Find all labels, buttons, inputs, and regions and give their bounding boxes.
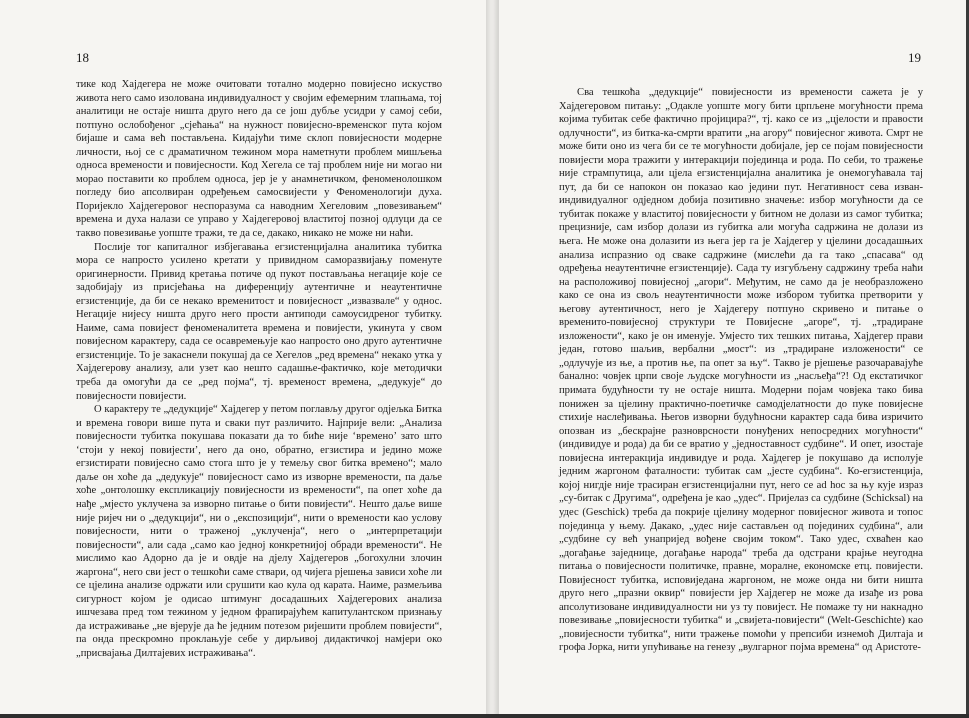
paragraph: тике код Хајдегера не може очитовати тотално модерно повијесно искуство живота него само изолована индивидуалност у својим ефемерним тлапњама, тој аналитици не остаје ништа друго него да се још дубље усидри у самој себи, потпуно ослобођеног „сјећања“ на нужност повијесно-временског пута којом бијаше и сама већ постављена. Кидајући тиме склоп повијесности модерне личности, њој се с драматичном тежином мора наметнути проблем мишљења односа времености и повијесности. Код Хегела се тај проблем није ни могао ни морао поставити ко проблем односа, јер је у анамнетичком, феноменолошком погледу био апсолвиран одређењем самосвијести у Феноменологији духа. Поријекло Хајдегеровог неспоразума са наводним Хегеловим „повезивањем“ времена и духа налази се управо у Хајдегеровој властитој позној одлуци да се такво повезивање уопште тражи, те да се, дакако, никако не може ни наћи.	[76, 79, 442, 240]
right-page-number: 19	[908, 50, 921, 65]
right-page-text	[559, 86, 923, 655]
book-gutter	[486, 0, 498, 718]
paragraph: О карактеру те „дедукције“ Хајдегер у петом поглављу другог одјељка Битка и времена говори више пута и сваки пут различито. Најприје вели: „Анализа повијесности тубитка покушава показати да то биће није ‘времено’ зато што ‘стоји у некој повијести’, него да оно, обратно, егзистира и једино може егзистирати повијесно само стога што је у темељу свог битка времено“; мало даље он хоће да „дедукује“ повијесност само из изворне времености, па даље хоће „онтолошку експликацију повијесности из времености“, па опет хоће да нађе „мјесто уклучена за изворно питање о бити повијести“. Нешто даље више није ријеч ни о „дедукцији“, ни о „експозицији“, нити о времености као услову повијесности, нити о траженој „уклученја“, него о „интерпретацији повијесности“, али сада „само као једној конкретнијој обради времености“. Не мислимо као Адорно да је и овдје на дјелу Хајдегеров „богохулни злочин жаргона“, него сви јест о тешкоћи саме ствари, од чијега рјешења зависи хоће ли се цјелина анализе одржати или срушити као кула од карата. Наиме, размељива сигурност којом је одисао штимунг досадашњих Хајдегерових анализа ишчезава пред том тежином у једном фрапирајућем капитулантском признању да истраживање „не вјерује да ће једним потезом ријешити проблем повијести“, па онда прескромно проклањује себе у дирљивој дидактичкој намјери око „присвајања Дилтајевих истраживања“.	[76, 404, 442, 659]
paragraph: Послије тог капиталног избјегавања егзистенцијална аналитика тубитка мора се напросто усилено кретати у привидном саморазвијању поменуте оригинерности. Привид кретања потиче од пукот постављања негације које се задобијају из присјећања на диференцију аутентичне и неаутентичне егзистенције, да би се некако временитост и повијесност „извазвале“ у однос. Негације нијесу ништа друго него прости антиподи самоусидреног тубитку. Наиме, сама повијест феноменалитета времена и повијести, укинута у свом повијесном карактеру, сада се осавремењује као напросто оно друго аутентичне егзистенције. То је закаснели покушај да се Хегелов „ред времена“ некако утка у Хајдегерову анализу, али узет као нешто садашње-фактичко, које методички треба да омогући да се „ред појма“, тј. временост времена, „дедукује“ до повијесности повијести.	[76, 241, 442, 402]
right-page	[498, 0, 969, 718]
left-page-text	[76, 78, 442, 661]
scan-edge-bottom	[0, 714, 969, 718]
paragraph: Сва тешкоћа „дедукције“ повијесности из времености сажета је у Хајдегеровом питању: „Одакле уопште могу бити црпљене могућности према којима тубитак себе фактично пројицира?“, тј. како се из „цјелости и правости одлучности“, из битка-ка-смрти вратити „на агору“ повијесног живота. Смрт не може бити оно из чега би се те могућности добијале, јер се појам повијесности повијести мора тражити у интеракцији појединца и рода. По себи, то тражење није стрампутица, али цјела егзистенцијална аналитика је онемогућавала тај пут, да би се напокон он показао као једини пут. Негативност сева изван-индивидуалног одједном добија позитивно значење: избор могућности да се тубитак покаже у властитој повијесности у битном не долази из самог тубитка; прецизније, сам избор долази из губитка али могућа садржина не долази из њега. Не може она долазити из њега јер га је Хајдегер у цјелини досадашњих анализа испразнио од сваке садржине (мислећи да га тако „спасава“ од одређења неаутентичне егзистенције). Сада ту изгубљену садржину треба наћи на расположивој повијесној „агори“. Међутим, не само да је необразложено како се она из свољ неаутентичности може избором тубитка претворити у његову аутентичност, него је Хајдегеру потпуно скривено и питање о временито-повијесној структури те Повијесне „агоре“, тј. „традиране изложености“, како је он именује. Умјесто тих тешких питања, Хајдегер прави један, готово шаљив, вербални „мост“: из „традиране изложености“ се „одлучује из ње, а против ње, па опет за њу“. Такво је рјешење разочаравајуће банално: човјек црпи своје људске могућности из „насљеђа“?! Од екстатичког примата будућности ту не остаје ништа. Модерни појам човјека тако бива понижен за цјелину практично-поетичке самодјелатности до пуке повијесне стихије наслеђивања. Његов изворни будућносни карактер сада бива изричито опозван из „бескрајне разноврсности понуђених непосредних могућности“ (индивидуе и рода) да би се вратио у „једноставност судбине“. И опет, изостаје повијесна интеракција индивидуе и рода. Хајдегер је покушаво да исполује једним жаргоном фаталности: тубитак сам „јесте судбина“. Ко-егзистенција, којој нигдје није трасиран егзистенцијални пут, него се ad hoc за њу кује израз „су-битак с Другима“, одређена је као „удес“. Пријелаз са судбине (Schicksal) на удес (Geschick) треба да покрије цјелину модерног повијесног живота и топос појединца у њему. Дакако, „удес није састављен од појединих судбина“, али „судбине су већ унапријед вођене својим током“. Тако удес, схваћен као „догађање заједнице, догађање народа“ треба да одстрани крајње неугодна питања о повијесности политичке, правне, моралне, економске етц. повијести. Повијесност тубитка, исповиједана жаргоном, не може онда ни бити ништа друго него „празни оквир“ повијести јер Хајдегер не може да изађе из рова апсолутизоване индивидуалности ни уз ту повијест. Не помаже ту ни накнадно повезивање „повијесности тубитка“ и „свијета-повијести“ (Welt-Geschichte) као „повијесности тубитка“, нити тражење помоћи у препсиби изнемоћ Дилтаја и грофа Јорка, нити упућивање на генезу „вулгарног појма времена“ од Аристоте-	[559, 87, 923, 654]
left-page-number: 18	[76, 50, 89, 65]
